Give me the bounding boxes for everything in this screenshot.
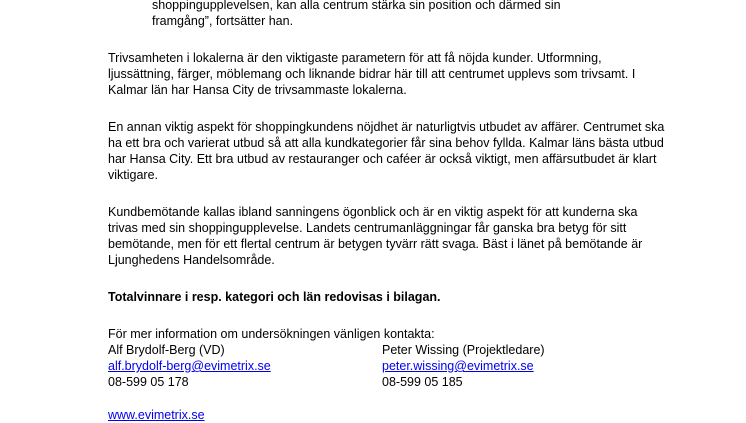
quote-block	[152, 0, 668, 29]
paragraph-trivsamhet: Trivsamheten i lokalerna är den viktigaste parametern för att få nöjda kunder. Utformning, ljussättning, färger, möblemang och liknande bidrar här till att centrumet upplevs som trivsamt. I Kalmar län har Hansa City de trivsammaste lokalerna.	[108, 51, 636, 97]
email-link-1[interactable]: alf.brydolf-berg@evimetrix.se	[108, 359, 271, 373]
contact-phone-1: 08-599 05 178	[108, 375, 189, 389]
contact-names-row	[108, 342, 668, 358]
paragraph-bemotande: Kundbemötande kallas ibland sanningens ögonblick och är en viktig aspekt för att kunderna ska trivas med sin shoppingupplevelse. Landets centrumanläggningar får ganska bra betyg för sitt bemötande, men för ett flertal centrum är betygen tyvärr rätt svaga. Bäst i länet på bemötande är Ljunghedens Handelsområde.	[108, 205, 643, 267]
quote-line-1: shoppingupplevelsen, kan alla centrum stärka sin position och därmed sin	[152, 0, 561, 12]
document-page	[108, 0, 668, 423]
paragraph-utbud: En annan viktig aspekt för shoppingkundens nöjdhet är naturligtvis utbudet av affärer. Centrumet ska ha ett bra och varierat utbud så att alla kundkategorier får sina behov fyllda. Kalmar läns bästa utbud har Hansa City. Ett bra utbud av restauranger och caféer är också viktigt, men affärsutbudet är klart viktigare.	[108, 120, 665, 182]
contact-emails-row	[108, 358, 668, 374]
contact-phone-2: 08-599 05 185	[382, 375, 463, 389]
contact-name-1: Alf Brydolf-Berg (VD)	[108, 343, 225, 357]
website-link[interactable]: www.evimetrix.se	[108, 408, 205, 422]
bold-note: Totalvinnare i resp. kategori och län redovisas i bilagan.	[108, 290, 441, 304]
contact-section	[108, 326, 668, 390]
quote-line-2: framgång”, fortsätter han.	[152, 14, 294, 28]
contact-phones-row	[108, 374, 668, 390]
contact-name-2: Peter Wissing (Projektledare)	[382, 343, 545, 357]
email-link-2[interactable]: peter.wissing@evimetrix.se	[382, 359, 534, 373]
contact-intro: För mer information om undersökningen vänligen kontakta:	[108, 327, 435, 341]
